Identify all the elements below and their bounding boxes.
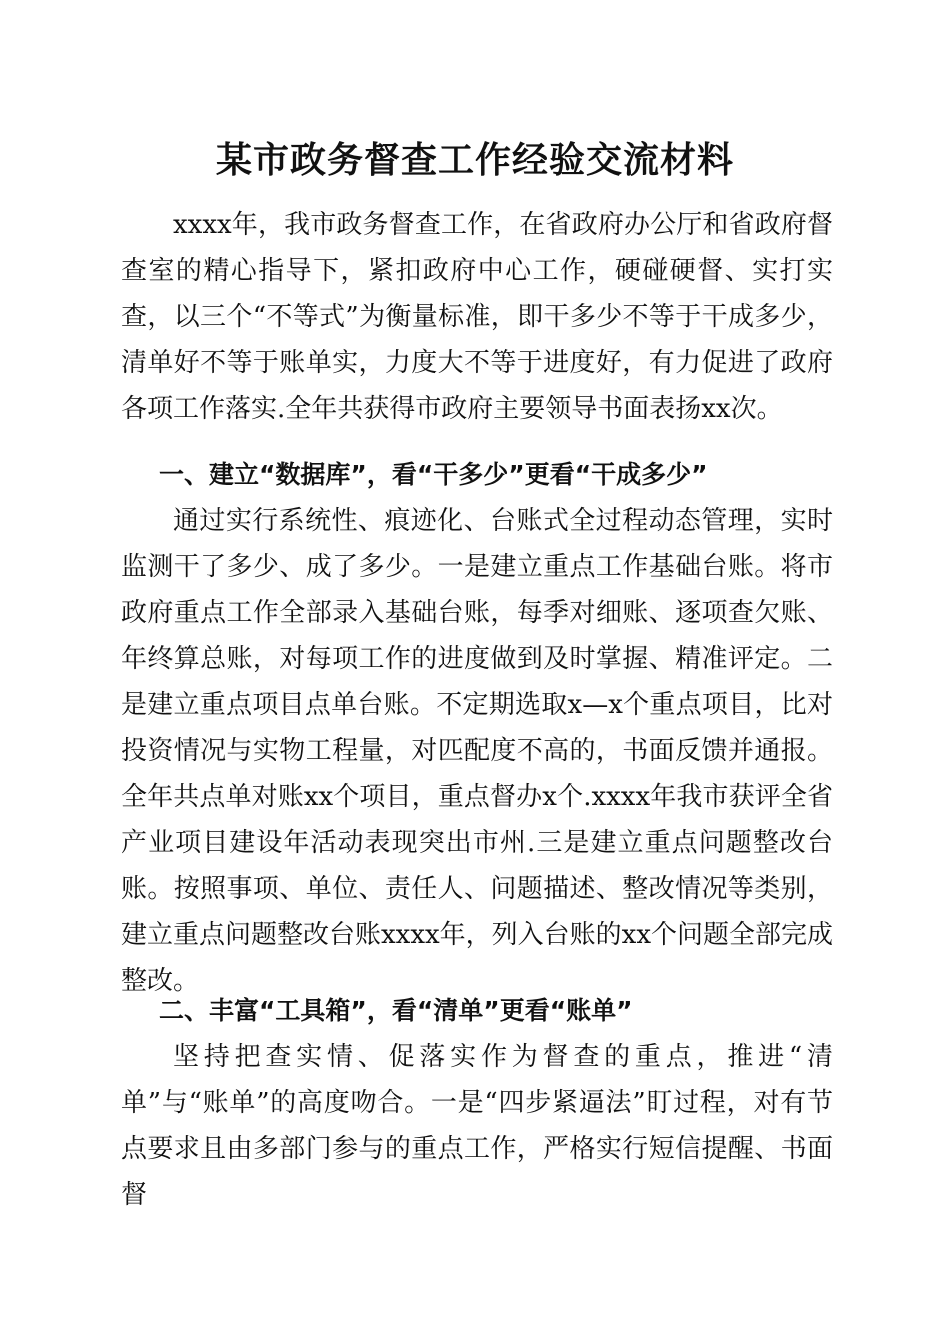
section-2-heading: 二、丰富“工具箱”，看“清单”更看“账单”: [159, 996, 633, 1025]
intro-paragraph: xxxx年，我市政务督查工作，在省政府办公厅和省政府督查室的精心指导下，紧扣政府中心工作，硬碰硬督、实打实查，以三个“不等式”为衡量标准，即干多少不等于干成多少，清单好不等于账单实，力度大不等于进度好，有力促进了政府各项工作落实.全年共获得市政府主要领导书面表扬xx次。: [121, 210, 833, 424]
section-2-paragraph: 坚持把查实情、促落实作为督查的重点，推进“清单”与“账单”的高度吻合。一是“四步紧逼法”盯过程，对有节点要求且由多部门参与的重点工作，严格实行短信提醒、书面督: [121, 1042, 833, 1210]
section-1-paragraph: 通过实行系统性、痕迹化、台账式全过程动态管理，实时监测干了多少、成了多少。一是建立重点工作基础台账。将市政府重点工作全部录入基础台账，每季对细账、逐项查欠账、年终算总账，对每项工作的进度做到及时掌握、精准评定。二是建立重点项目点单台账。不定期选取x—x个重点项目，比对投资情况与实物工程量，对匹配度不高的，书面反馈并通报。全年共点单对账xx个项目，重点督办x个.xxxx年我市获评全省产业项目建设年活动表现突出市州.三是建立重点问题整改台账。按照事项、单位、责任人、问题描述、整改情况等类别，建立重点问题整改台账xxxx年，列入台账的xx个问题全部完成整改。: [121, 506, 833, 996]
section-1-heading: 一、建立“数据库”，看“干多少”更看“干成多少”: [159, 460, 708, 489]
document-title: 某市政务督查工作经验交流材料: [215, 139, 734, 181]
